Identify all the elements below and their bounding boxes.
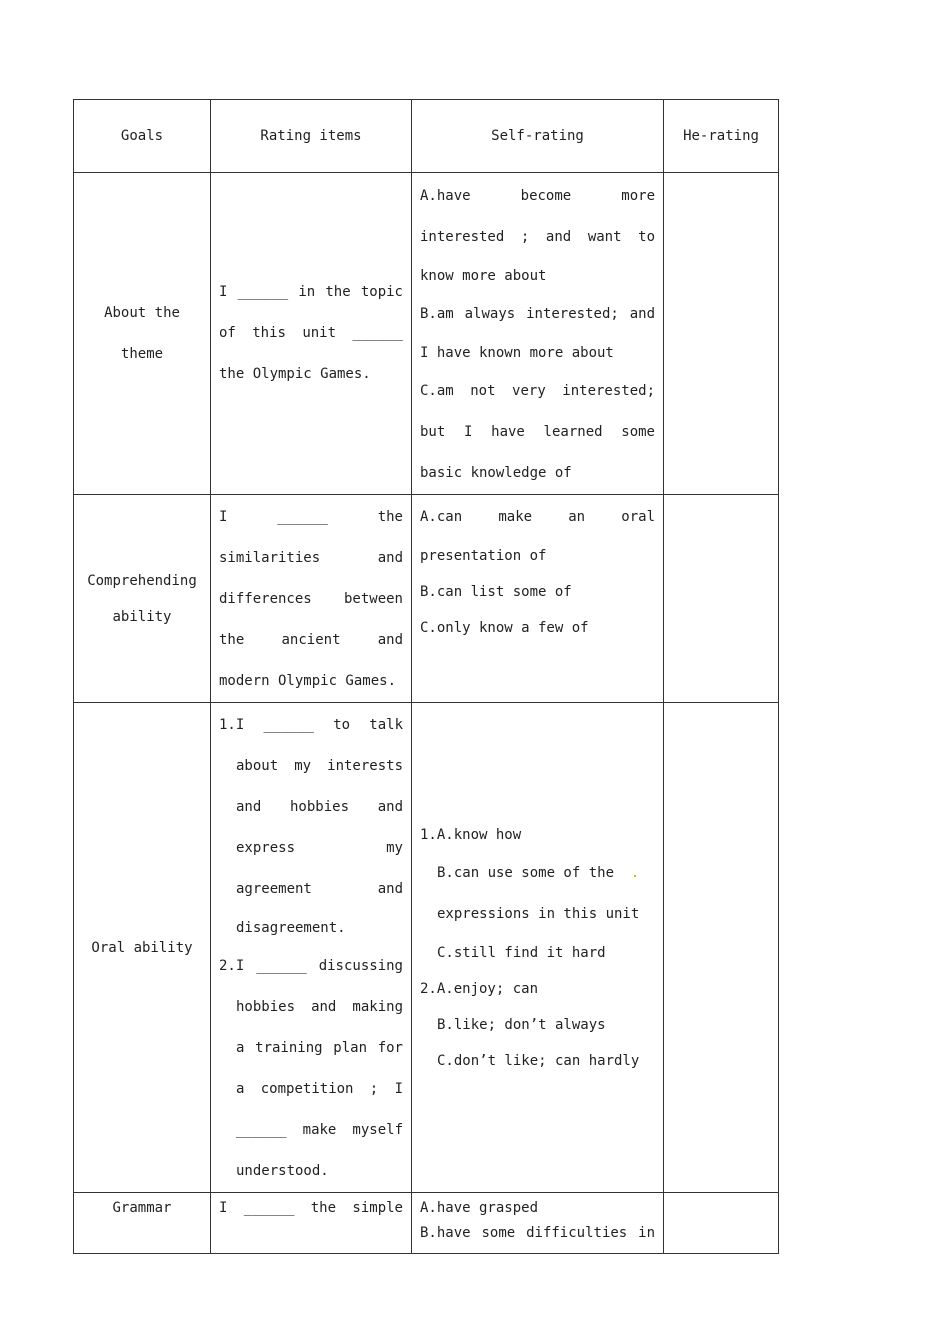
self-rating-cell (412, 495, 664, 703)
self-rating-line: 2.A.enjoy; can (420, 980, 539, 997)
rating-item-cell (211, 495, 412, 703)
rating-item-line: about my interests (236, 758, 403, 774)
rating-item-line: the ancient and (219, 632, 403, 648)
self-rating-line (420, 853, 655, 894)
self-rating-line: C.only know a few of (420, 620, 589, 636)
dot-mark: . (614, 864, 640, 881)
table-row (74, 1193, 779, 1254)
goal-text: theme (120, 345, 164, 362)
rating-item-line: I ______ the simple (219, 1200, 403, 1216)
self-rating-line: B.like; don’t always (437, 1016, 606, 1033)
he-rating-cell[interactable] (664, 703, 779, 1193)
header-goals: Goals (74, 100, 211, 173)
rating-item-line: I ______ in the topic (219, 284, 403, 300)
self-rating-line: B.am always interested; and (420, 306, 655, 322)
rating-item-line: ______ make myself (236, 1122, 403, 1138)
rating-item-line: modern Olympic Games. (219, 673, 397, 689)
goal-cell (74, 173, 211, 495)
table-row (74, 173, 779, 495)
self-rating-line: but I have learned some (420, 424, 655, 440)
table-row (74, 495, 779, 703)
rating-item-line: a competition ; I (236, 1081, 403, 1097)
header-rating-items: Rating items (211, 100, 412, 173)
he-rating-cell[interactable] (664, 1193, 779, 1254)
rating-item-cell (211, 703, 412, 1193)
self-rating-line: expressions in this unit (437, 905, 640, 922)
self-rating-line: A.can make an oral (420, 509, 655, 525)
rating-item-line: similarities and (219, 550, 403, 566)
goal-text: About the (104, 304, 180, 321)
self-rating-line: I have known more about (420, 345, 614, 361)
rating-item-line: I ______ the (219, 509, 403, 525)
rating-item-line: disagreement. (236, 920, 346, 936)
table-row (74, 703, 779, 1193)
rating-item-line: 1.I ______ to talk (219, 717, 403, 733)
rating-item-line: express my (236, 840, 403, 856)
self-rating-cell (412, 173, 664, 495)
rating-item-cell (211, 173, 412, 495)
self-rating-line: know more about (420, 268, 547, 284)
rating-item-line: 2.I ______ discussing (219, 958, 403, 974)
rating-item-line: differences between (219, 591, 403, 607)
goal-text: Grammar (112, 1200, 172, 1216)
header-he-rating: He-rating (664, 100, 779, 173)
self-rating-line: A.have become more (420, 188, 655, 204)
goal-text: Oral ability (91, 939, 193, 956)
he-rating-cell[interactable] (664, 173, 779, 495)
rating-table (73, 99, 779, 1254)
rating-item-line: of this unit ______ (219, 325, 403, 341)
goal-text: ability (112, 608, 172, 625)
rating-item-cell (211, 1193, 412, 1254)
goal-cell (74, 1193, 211, 1254)
self-rating-cell (412, 1193, 664, 1254)
self-rating-line: presentation of (420, 548, 547, 564)
self-rating-line: B.can list some of (420, 584, 572, 600)
self-rating-line: interested ; and want to (420, 229, 655, 245)
self-rating-line-text: B.can use some of the (437, 864, 615, 881)
goal-cell (74, 495, 211, 703)
header-self-rating: Self-rating (412, 100, 664, 173)
rating-item-line: understood. (236, 1163, 329, 1179)
self-rating-line: A.have grasped (420, 1200, 539, 1216)
goal-cell (74, 703, 211, 1193)
rating-item-line: hobbies and making (236, 999, 403, 1015)
rating-item-line: and hobbies and (236, 799, 403, 815)
self-rating-line: B.have some difficulties in (420, 1225, 655, 1241)
self-rating-line: 1.A.know how (420, 826, 522, 843)
goal-text: Comprehending (87, 572, 197, 589)
self-rating-line: basic knowledge of (420, 465, 572, 481)
he-rating-cell[interactable] (664, 495, 779, 703)
self-rating-cell (412, 703, 664, 1193)
self-rating-line: C.still find it hard (437, 944, 606, 961)
rating-item-line: agreement and (236, 881, 403, 897)
rating-item-line: a training plan for (236, 1040, 403, 1056)
table-header-row (74, 100, 779, 173)
rating-item-line: the Olympic Games. (219, 366, 371, 382)
self-rating-line: C.am not very interested; (420, 383, 655, 399)
self-rating-line: C.don’t like; can hardly (437, 1052, 640, 1069)
